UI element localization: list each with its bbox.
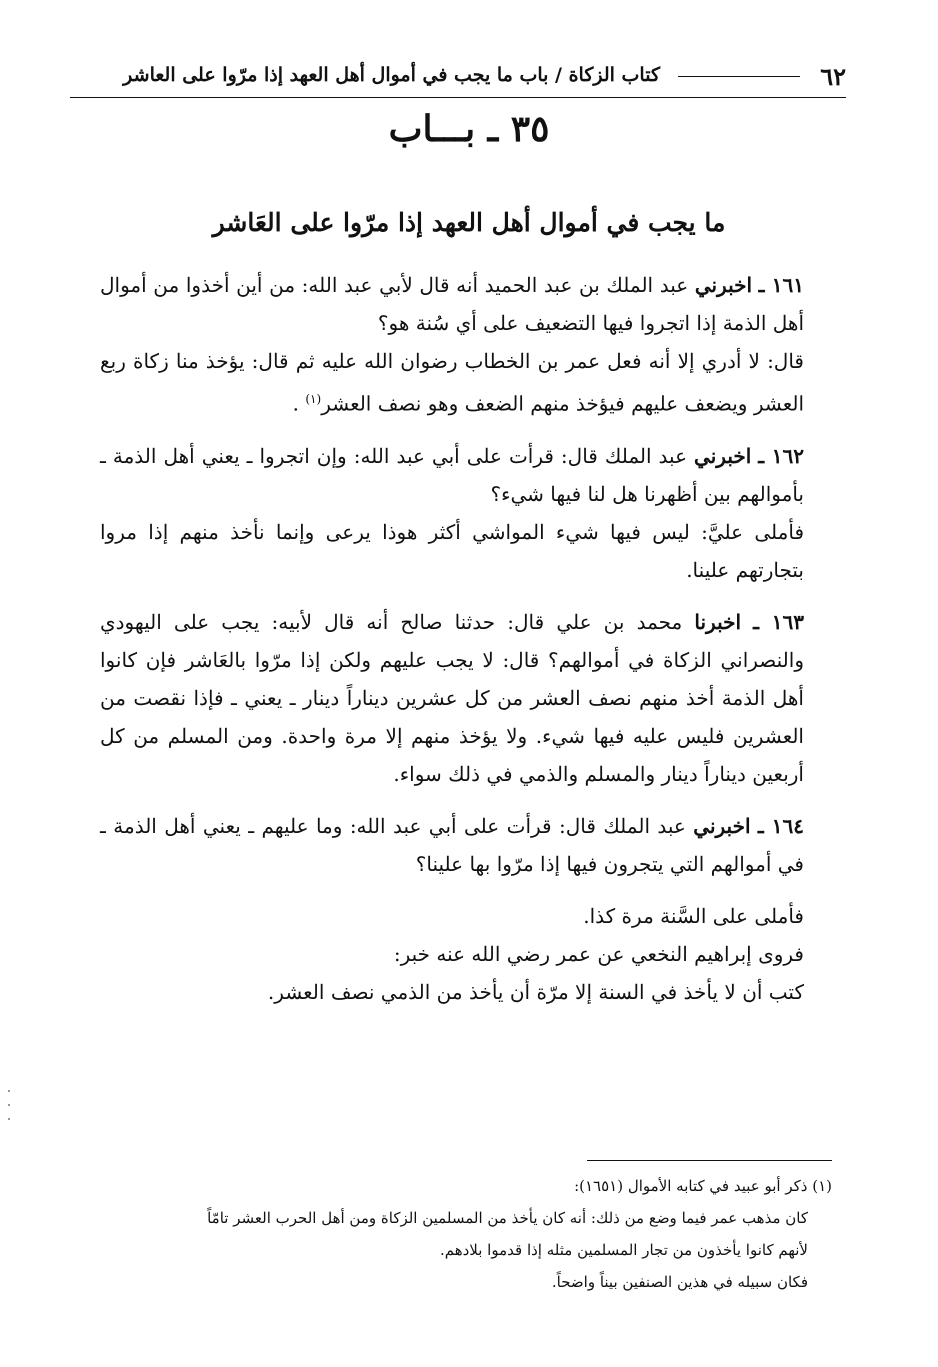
- footnote-line: لأنهم كانوا يأخذون من تجار المسلمين مثله إذا قدموا بلادهم.: [439, 1241, 808, 1259]
- footnotes: [100, 1170, 832, 1298]
- footnote-reference[interactable]: (١): [305, 392, 322, 406]
- paragraph-text: عبد الملك قال: قرأت على أبي عبد الله: وإن اتجروا ـ يعني أهل الذمة ـ بأموالهم بين أظهرنا هل لنا فيها شيء؟: [100, 443, 804, 506]
- paragraph-number: ١٦١ ـ: [758, 273, 804, 297]
- chapter-title: ما يجب في أموال أهل العهد إذا مرّوا على العَاشر: [212, 208, 726, 237]
- paragraph-text: عبد الملك بن عبد الحميد أنه قال لأبي عبد الله: من أين أخذوا من أموال أهل الذمة إذا اتجروا فيها التضعيف على أي سُنة هو؟: [100, 273, 804, 335]
- paragraph-text: محمد بن علي قال: حدثنا صالح أنه قال لأبيه: يجب على اليهودي والنصراني الزكاة في أموالهم؟ قال: لا يجب عليهم ولكن إذا مرّوا بالعَاشر فإن كانوا أهل الذمة أخذ منهم نصف العشر من كل عشرين ديناراً دينار ـ يعني ـ فإذا نقصت من العشرين فليس عليه فيها شيء. ولا يؤخذ منهم إلا مرة واحدة. ومن المسلم من كل أربعين ديناراً دينار والمسلم والذمي في ذلك سواء.: [100, 609, 804, 786]
- header-divider: [70, 97, 846, 98]
- paragraph-lead: اخبرني: [693, 813, 751, 838]
- paragraph-spacer: [100, 883, 846, 897]
- footnote-line: (١) ذكر أبو عبيد في كتابه الأموال (١٦٥١):: [574, 1177, 832, 1195]
- paragraph-164-line: فأملى على السَّنة مرة كذا.: [583, 903, 804, 928]
- paragraph-number: ١٦٤ ـ: [757, 813, 805, 838]
- paragraph-text: عبد الملك قال: قرأت على أبي عبد الله: وما عليهم ـ يعني أهل الذمة ـ في أموالهم التي يتجرون فيها إذا مرّوا بها علينا؟: [100, 813, 804, 876]
- paragraph-number: ١٦٣ ـ: [753, 609, 804, 634]
- paragraph-164-line: فروى إبراهيم النخعي عن عمر رضي الله عنه خبر:: [393, 941, 804, 966]
- header-rule: [678, 76, 800, 77]
- paragraph-161: [100, 266, 846, 342]
- scan-mark: [8, 1090, 10, 1092]
- footnote-divider: [587, 1160, 832, 1161]
- paragraph-text: قال: لا أدري إلا أنه فعل عمر بن الخطاب رضوان الله عليه ثم قال: يؤخذ منا زكاة ربع العشر ويضعف عليهم فيؤخذ منهم الضعف وهو نصف العشر: [100, 349, 804, 416]
- paragraph-163: [100, 603, 846, 793]
- paragraph-number: ١٦٢ ـ: [758, 443, 805, 468]
- paragraph-lead: اخبرني: [694, 273, 753, 297]
- paragraph-spacer: [100, 589, 846, 603]
- paragraph-text: فأملى عليَّ: ليس فيها شيء المواشي أكثر هوذا يرعى وإنما نأخذ منهم إذا مروا بتجارتهم علينا.: [100, 519, 804, 582]
- running-header: [70, 62, 846, 96]
- paragraph-lead: اخبرني: [694, 443, 752, 468]
- paragraph-164: [100, 807, 846, 883]
- paragraph-spacer: [100, 423, 846, 437]
- paragraph-161-answer: [100, 342, 846, 423]
- paragraph-lead: اخبرنا: [694, 609, 742, 634]
- paragraph-162-answer: [100, 513, 846, 589]
- sentence-end: .: [292, 391, 299, 416]
- page-number: ٦٢: [820, 62, 846, 91]
- paragraph-164-line: كتب أن لا يأخذ في السنة إلا مرّة أن يأخذ من الذمي نصف العشر.: [267, 979, 804, 1004]
- running-title: كتاب الزكاة / باب ما يجب في أموال أهل العهد إذا مرّوا على العاشر: [123, 64, 660, 86]
- main-text: [100, 266, 846, 1011]
- chapter-number: ٣٥ ـ بـــاب: [388, 108, 550, 150]
- footnote-line: كان مذهب عمر فيما وضع من ذلك: أنه كان يأخذ من المسلمين الزكاة ومن أهل الحرب العشر تامّاً: [207, 1209, 808, 1227]
- scan-mark: [8, 1104, 10, 1106]
- scan-mark: [8, 1118, 10, 1120]
- paragraph-162: [100, 437, 846, 513]
- footnote-line: فكان سبيله في هذين الصنفين بيناً واضحاً.: [551, 1273, 808, 1291]
- paragraph-spacer: [100, 793, 846, 807]
